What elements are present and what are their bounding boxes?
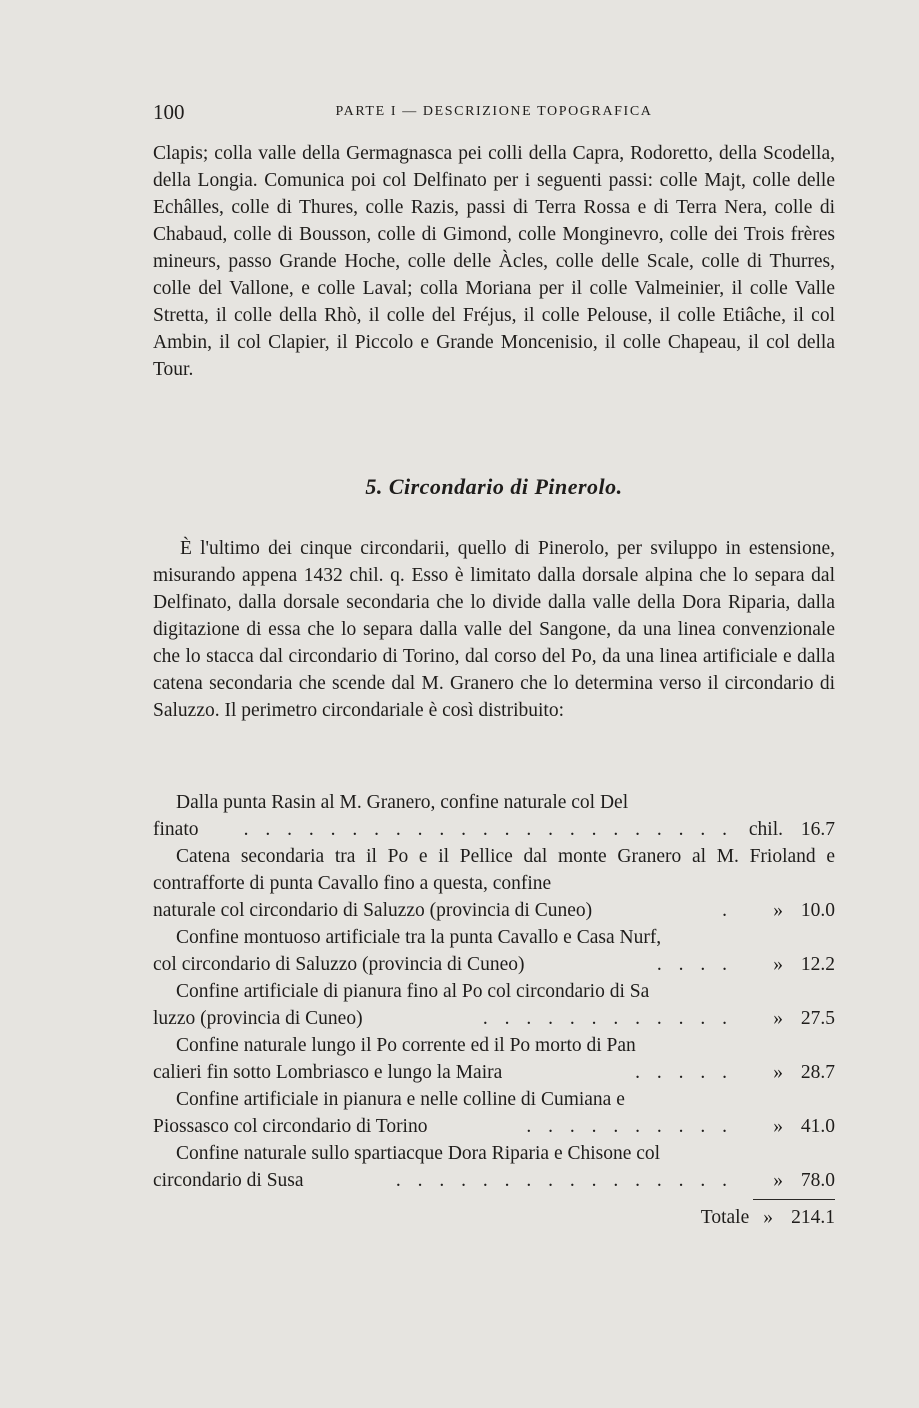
leader-dots: . . . . . xyxy=(635,1062,733,1083)
perimeter-entry-lastline xyxy=(153,1167,835,1194)
perimeter-entry xyxy=(153,1032,835,1086)
perimeter-entry-lead: luzzo (provincia di Cuneo) xyxy=(153,1008,363,1029)
perimeter-entry-lead: circondario di Susa xyxy=(153,1170,304,1191)
perimeter-list xyxy=(153,789,835,1231)
perimeter-value: 28.7 xyxy=(800,1062,835,1083)
intro-paragraph: Clapis; colla valle della Germagnasca pei colli della Capra, Rodoretto, della Scodella, della Longia. Comunica poi col Delfinato per i seguenti passi: colle Majt, colle delle Echâlles, colle di Thures, colle Razis, passi di Terra Rossa e di Terra Nera, colle di Chabaud, colle di Bousson, colle di Gimond, colle Monginevro, colle dei Trois frères mineurs, passo Grande Hoche, colle delle Àcles, colle delle Scale, colle di Thurres, colle del Vallone, e colle Laval; colla Moriana per il colle Valmeinier, il colle Valle Stretta, il colle della Rhò, il colle del Fréjus, il colle Pelouse, il colle Etiâche, il col Ambin, il col Clapier, il Piccolo e Grande Moncenisio, il colle Chapeau, il col della Tour. xyxy=(153,143,835,380)
perimeter-entry-text: Confine artificiale di pianura fino al Po col circondario di Sa xyxy=(176,981,650,1002)
perimeter-entry-lastline xyxy=(153,1005,835,1032)
leader-dots: . . . . xyxy=(656,954,733,975)
perimeter-value: 41.0 xyxy=(800,1116,835,1137)
perimeter-entry-lead: col circondario di Saluzzo (provincia di Cuneo) xyxy=(153,954,525,975)
leader-dots: . . . . . . . . . . xyxy=(526,1116,733,1137)
perimeter-entry-lead: calieri fin sotto Lombriasco e lungo la Maira xyxy=(153,1062,503,1083)
total-value: 214.1 xyxy=(791,1207,835,1228)
perimeter-value: 78.0 xyxy=(800,1170,835,1191)
perimeter-unit: » xyxy=(773,1116,783,1137)
perimeter-entry xyxy=(153,1140,835,1194)
perimeter-entry-lead: finato xyxy=(153,819,199,840)
perimeter-value: 10.0 xyxy=(800,900,835,921)
perimeter-entry-lead: naturale col circondario di Saluzzo (provincia di Cuneo) xyxy=(153,900,593,921)
total-unit: » xyxy=(763,1207,773,1228)
perimeter-entry-text: Confine montuoso artificiale tra la punta Cavallo e Casa Nurf, xyxy=(176,927,662,948)
perimeter-entry-text: Confine naturale lungo il Po corrente ed il Po morto di Pan xyxy=(176,1035,636,1056)
perimeter-entry xyxy=(153,924,835,978)
perimeter-entry-lastline xyxy=(153,951,835,978)
total-row xyxy=(153,1204,835,1231)
perimeter-value: 12.2 xyxy=(800,954,835,975)
perimeter-entry xyxy=(153,978,835,1032)
perimeter-entry-lastline xyxy=(153,1113,835,1140)
body-paragraph: È l'ultimo dei cinque circondarii, quello di Pinerolo, per sviluppo in estensione, misurando appena 1432 chil. q. Esso è limitato dalla dorsale alpina che lo separa dal Delfinato, dalla dorsale secondaria che lo divide dalla valle della Dora Riparia, dalla digitazione di essa che lo separa dalla valle del Sangone, da una linea convenzionale che lo stacca dal circondario di Torino, dal corso del Po, da una linea artificiale e dalla catena secondaria che scende dal M. Granero che lo determina verso il circondario di Saluzzo. Il perimetro circondariale è così distribuito: xyxy=(153,538,835,721)
page-number: 100 xyxy=(153,100,185,124)
perimeter-entry xyxy=(153,843,835,924)
perimeter-entry xyxy=(153,1086,835,1140)
perimeter-unit: » xyxy=(773,1170,783,1191)
perimeter-entry-text: Confine naturale sullo spartiacque Dora Riparia e Chisone col xyxy=(176,1143,661,1164)
perimeter-entry-lead: Piossasco col circondario di Torino xyxy=(153,1116,428,1137)
perimeter-entry-text: Dalla punta Rasin al M. Granero, confine naturale col Del xyxy=(176,792,629,813)
running-title: PARTE I — DESCRIZIONE TOPOGRAFICA xyxy=(335,104,653,119)
perimeter-entry-text: Confine artificiale in pianura e nelle colline di Cumiana e xyxy=(176,1089,625,1110)
page-header xyxy=(153,100,835,126)
perimeter-entry-lastline xyxy=(153,1059,835,1086)
total-label: Totale xyxy=(700,1207,750,1228)
leader-dots: . . . . . . . . . . . . . . . . xyxy=(395,1170,733,1191)
perimeter-unit: » xyxy=(773,900,783,921)
perimeter-entry-lastline xyxy=(153,897,835,924)
leader-dots: . . . . . . . . . . . . . . . . . . . . . . . xyxy=(243,819,733,840)
perimeter-entry xyxy=(153,789,835,843)
perimeter-entry-lastline xyxy=(153,816,835,843)
perimeter-value: 27.5 xyxy=(800,1008,835,1029)
perimeter-unit: » xyxy=(773,954,783,975)
perimeter-entry-text: Catena secondaria tra il Po e il Pellice dal monte Granero al M. Frioland e contrafforte di punta Cavallo fino a questa, confine xyxy=(153,846,835,894)
perimeter-unit: » xyxy=(773,1062,783,1083)
perimeter-unit: » xyxy=(773,1008,783,1029)
perimeter-value: 16.7 xyxy=(800,819,835,840)
total-rule xyxy=(753,1199,835,1200)
leader-dots: . xyxy=(722,900,733,921)
perimeter-unit: chil. xyxy=(748,819,783,840)
leader-dots: . . . . . . . . . . . . xyxy=(482,1008,733,1029)
section-heading: 5. Circondario di Pinerolo. xyxy=(365,474,623,499)
